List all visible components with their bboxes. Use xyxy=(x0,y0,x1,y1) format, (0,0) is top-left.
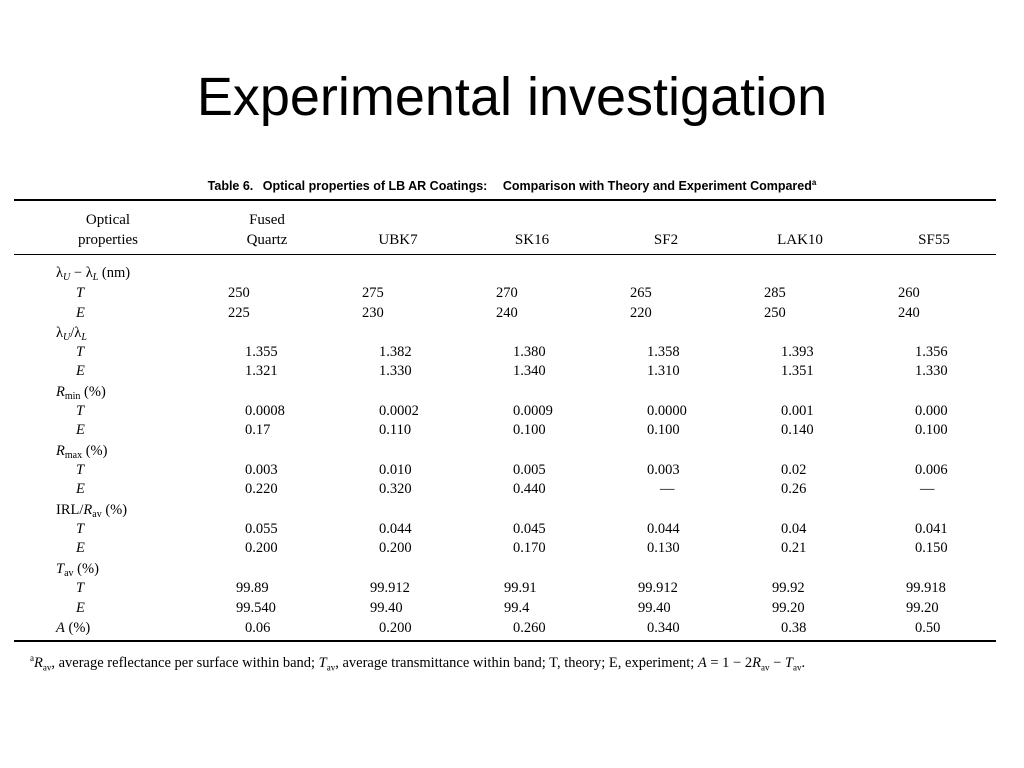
table-row: E 0.200 0.200 0.170 0.130 0.21 0.150 xyxy=(76,540,948,556)
group-label-tav: $T_{av}$ (%) xyxy=(56,561,99,579)
group-label-rmax: $R_{max}$ (%) xyxy=(56,443,108,461)
table-number: Table 6. xyxy=(207,179,254,194)
group-bandwidth xyxy=(0,263,1024,283)
group-label-rmin: $R_{min}$ (%) xyxy=(56,384,106,402)
table-row: E 0.220 0.320 0.440 — 0.26 — xyxy=(76,481,935,497)
group-tav xyxy=(0,559,1024,579)
table-row: E 99.540 99.40 99.4 99.40 99.20 99.20 xyxy=(76,600,939,616)
header-fused-quartz: Fused Quartz xyxy=(246,212,288,248)
table-row: T 250 275 270 265 285 260 xyxy=(76,285,920,301)
group-label-ratio: $\lambda_U/\lambda_L$ xyxy=(56,325,87,343)
caption-footnote-mark: a xyxy=(811,178,817,187)
header-sf2: SF2 xyxy=(653,232,679,248)
table-row: E 225 230 240 220 250 240 xyxy=(76,305,920,321)
table-top-rule xyxy=(14,199,996,201)
table-row-a: A (%) 0.06 0.200 0.260 0.340 0.38 0.50 xyxy=(56,620,941,636)
table-row: E 1.321 1.330 1.340 1.310 1.351 1.330 xyxy=(76,363,948,379)
table-row: T 99.89 99.912 99.91 99.912 99.92 99.918 xyxy=(76,580,946,596)
table-caption xyxy=(0,178,1024,193)
slide-title: Experimental investigation xyxy=(196,67,828,127)
group-label-irl: IRL/$R_{av}$ (%) xyxy=(56,502,128,520)
table-header-rule xyxy=(14,254,996,255)
group-ratio xyxy=(0,323,1024,343)
header-sf55: SF55 xyxy=(918,232,950,248)
header-ubk7: UBK7 xyxy=(378,232,418,248)
table-footnote: $^aR_{av}$, average reflectance per surface within band; $T_{av}$, average transmittance within band; T, theory; E, experiment; $A = 1 - 2R_{av} - T_{av}$. xyxy=(30,653,806,673)
header-sk16: SK16 xyxy=(514,232,550,248)
group-rmin xyxy=(0,382,1024,402)
header-optical-properties: Optical properties xyxy=(78,212,138,248)
table-row: T 1.355 1.382 1.380 1.358 1.393 1.356 xyxy=(76,344,948,360)
table-caption-rest: Comparison with Theory and Experiment Compared xyxy=(502,179,812,194)
group-label-bandwidth: $\lambda_U - \lambda_L$ (nm) xyxy=(56,265,131,283)
table-row: T 0.0008 0.0002 0.0009 0.0000 0.001 0.000 xyxy=(76,403,948,419)
table-row: T 0.055 0.044 0.045 0.044 0.04 0.041 xyxy=(76,521,948,537)
header-lak10: LAK10 xyxy=(777,232,823,248)
group-irl xyxy=(0,500,1024,520)
table-row: T 0.003 0.010 0.005 0.003 0.02 0.006 xyxy=(76,462,948,478)
group-label-a: A (%) xyxy=(56,620,91,636)
table-caption-main: Optical properties of LB AR Coatings: xyxy=(262,179,488,194)
table-bottom-rule xyxy=(14,640,996,642)
group-rmax xyxy=(0,441,1024,461)
table-row: E 0.17 0.110 0.100 0.100 0.140 0.100 xyxy=(76,422,948,438)
